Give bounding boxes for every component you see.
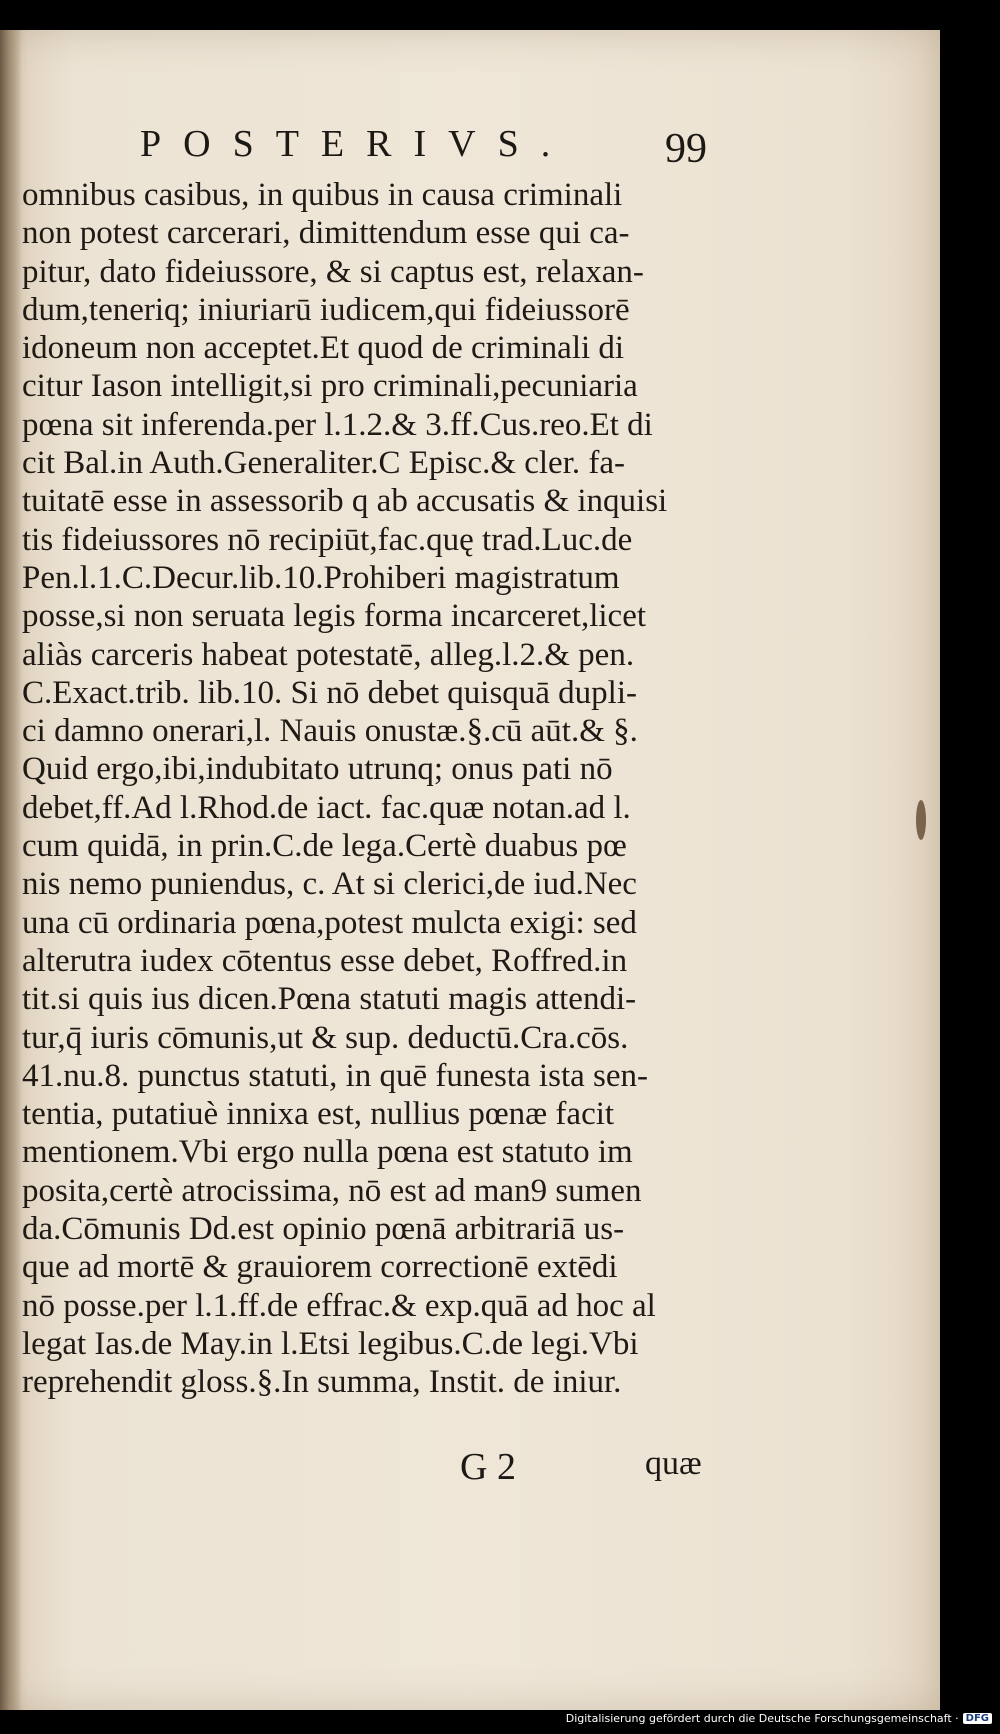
signature-mark: G 2: [460, 1446, 516, 1488]
page-footer: [0, 1445, 940, 1495]
credit-text: Digitalisierung gefördert durch die Deutsche Forschungsgemeinschaft ·: [565, 1712, 959, 1725]
text-line: aliàs carceris habeat potestatē, alleg.l.2.& pen.: [22, 636, 635, 673]
text-line: non potest carcerari, dimittendum esse qui ca-: [22, 215, 630, 252]
text-line: nis nemo puniendus, c. At si clerici,de iud.Nec: [22, 866, 637, 903]
text-line: dum,teneriq; iniuriarū iudicem,qui fideiussorē: [22, 291, 630, 328]
text-line: tuitatē esse in assessorib q ab accusatis & inquisi: [22, 483, 668, 520]
text-line: pœna sit inferenda.per l.1.2.& 3.ff.Cus.reo.Et di: [22, 406, 653, 443]
catchword: quæ: [645, 1445, 702, 1482]
text-line: tis fideiussores nō recipiūt,fac.quę trad.Luc.de: [22, 521, 633, 558]
text-line: tit.si quis ius dicen.Pœna statuti magis attendi-: [22, 981, 637, 1018]
text-line: idoneum non acceptet.Et quod de criminali di: [22, 330, 625, 367]
text-line: mentionem.Vbi ergo nulla pœna est statuto im: [22, 1134, 633, 1171]
funding-credit: [566, 1712, 992, 1725]
text-line: cum quidā, in prin.C.de lega.Certè duabus pœ: [22, 828, 627, 865]
text-line: ci damno onerari,l. Nauis onustæ.§.cū aūt.& §.: [22, 713, 638, 750]
text-line: una cū ordinaria pœna,potest mulcta exigi: sed: [22, 904, 637, 941]
text-line: omnibus casibus, in quibus in causa criminali: [22, 177, 623, 213]
text-line: C.Exact.trib. lib.10. Si nō debet quisquā dupli-: [22, 674, 638, 711]
text-block: [22, 176, 722, 1402]
text-line: pitur, dato fideiussore, & si captus est, relaxan-: [22, 253, 644, 290]
text-line: Pen.l.1.C.Decur.lib.10.Prohiberi magistratum: [22, 559, 620, 596]
text-line: tentia, putatiuè innixa est, nullius pœnæ facit: [22, 1096, 615, 1133]
book-page: [0, 30, 940, 1710]
text-line: tur,q̄ iuris cōmunis,ut & sup. deductū.Cra.cōs.: [22, 1019, 629, 1056]
page-number: 99: [665, 126, 707, 172]
text-line: alterutra iudex cōtentus esse debet, Roffred.in: [22, 942, 628, 979]
running-head: POSTERIVS.: [140, 123, 573, 165]
text-line: posita,certè atrocissima, nō est ad man9 sumen: [22, 1172, 642, 1209]
text-line: Quid ergo,ibi,indubitato utrunq; onus pati nō: [22, 751, 613, 788]
dfg-logo: DFG: [963, 1713, 992, 1724]
text-line: cit Bal.in Auth.Generaliter.C Episc.& cler. fa-: [22, 445, 625, 482]
scan-area: [0, 30, 940, 1710]
text-line: posse,si non seruata legis forma incarceret,licet: [22, 598, 647, 635]
text-line: debet,ff.Ad l.Rhod.de iact. fac.quæ notan.ad l.: [22, 789, 631, 826]
text-line: da.Cōmunis Dd.est opinio pœnā arbitrariā us-: [22, 1211, 625, 1248]
text-line: nō posse.per l.1.ff.de effrac.& exp.quā ad hoc al: [22, 1287, 656, 1324]
text-line: reprehendit gloss.§.In summa, Instit. de iniur.: [22, 1364, 622, 1401]
text-line: citur Iason intelligit,si pro criminali,pecuniaria: [22, 368, 638, 405]
text-line: legat Ias.de May.in l.Etsi legibus.C.de legi.Vbi: [22, 1325, 639, 1362]
text-line: 41.nu.8. punctus statuti, in quē funesta ista sen-: [22, 1057, 648, 1094]
ink-stain: [916, 800, 926, 840]
text-line: que ad mortē & grauiorem correctionē extēdi: [22, 1249, 618, 1286]
